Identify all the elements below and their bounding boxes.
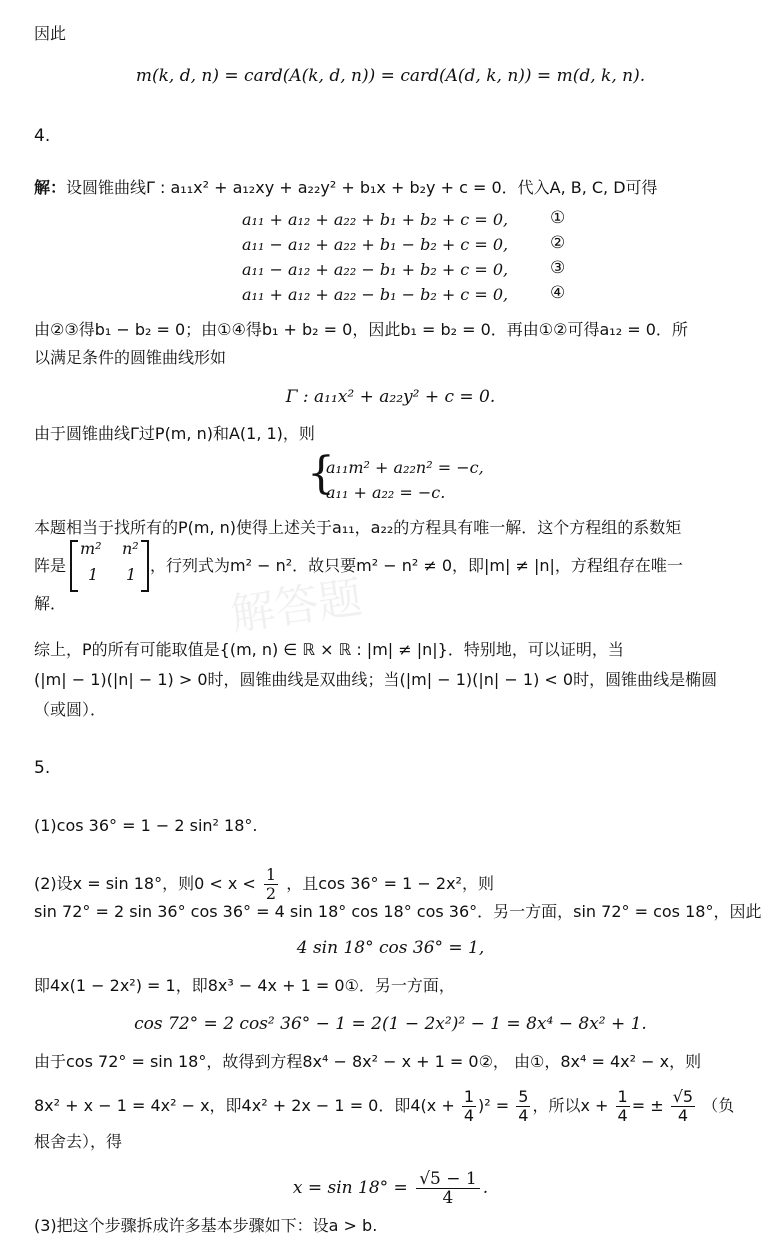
paragraph-3-line-3: 解． bbox=[34, 594, 67, 613]
fraction-denominator: 4 bbox=[677, 1106, 688, 1125]
line-5-part-b: )² = bbox=[478, 1096, 510, 1115]
matrix-cell-12: n² bbox=[122, 539, 139, 558]
final-equation-suffix: . bbox=[482, 1178, 489, 1198]
part-2-line-3: 即4x(1 − 2x²) = 1，即8x³ − 4x + 1 = 0①．另一方面， bbox=[34, 976, 455, 995]
fraction-sqrt5-quarter bbox=[671, 1088, 695, 1125]
equation-1-number: ① bbox=[550, 208, 566, 228]
summary-line-3: （或圆）． bbox=[34, 700, 107, 719]
part-2-line-1-prefix: (2)设x = sin 18°，则0 < x < bbox=[34, 874, 256, 893]
part-2-equation-2: cos 72° = 2 cos² 36° − 1 = 2(1 − 2x²)² − 1 = 8x⁴ − 8x² + 1. bbox=[134, 1014, 647, 1034]
fraction-numerator: 5 bbox=[518, 1087, 529, 1106]
fraction-denominator: 2 bbox=[265, 884, 277, 903]
system-equation-2: a₁₁ + a₂₂ = −c. bbox=[326, 483, 446, 502]
matrix-cell-21: 1 bbox=[88, 565, 99, 584]
equation-4-number: ④ bbox=[550, 283, 566, 303]
equation-2-number: ② bbox=[550, 233, 566, 253]
intro-text: 因此 bbox=[34, 24, 67, 43]
equation-4: a₁₁ + a₁₂ + a₂₂ − b₁ − b₂ + c = 0, bbox=[242, 285, 509, 304]
fraction-numerator: 1 bbox=[617, 1087, 628, 1106]
part-2-line-2: sin 72° = 2 sin 36° cos 36° = 4 sin 18° cos 18° cos 36°．另一方面，sin 72° = cos 18°，因此 bbox=[34, 902, 762, 921]
fraction-numerator: 1 bbox=[265, 865, 277, 884]
fraction-quarter-2 bbox=[616, 1088, 630, 1125]
line-5-part-d: = ± bbox=[631, 1096, 664, 1115]
part-1: (1)cos 36° = 1 − 2 sin² 18°. bbox=[34, 816, 258, 835]
part-2-line-5 bbox=[34, 1088, 734, 1125]
part-2-equation-1: 4 sin 18° cos 36° = 1, bbox=[296, 938, 485, 958]
fraction-numerator: 1 bbox=[463, 1087, 475, 1106]
equation-3: a₁₁ − a₁₂ + a₂₂ − b₁ + b₂ + c = 0, bbox=[242, 260, 509, 279]
summary-line-2: (|m| − 1)(|n| − 1) > 0时，圆锥曲线是双曲线；当(|m| − 1)(|n| − 1) < 0时，圆锥曲线是椭圆 bbox=[34, 670, 718, 689]
paragraph-1-line-2: 以满足条件的圆锥曲线形如 bbox=[34, 348, 227, 367]
final-equation-prefix: x = sin 18° = bbox=[292, 1178, 408, 1198]
section-4-number: 4. bbox=[34, 126, 51, 146]
system-equation-1: a₁₁m² + a₂₂n² = −c, bbox=[326, 458, 484, 477]
part-3: (3)把这个步骤拆成许多基本步骤如下：设a > b. bbox=[34, 1216, 378, 1235]
part-2-line-1 bbox=[34, 866, 494, 903]
equation-2: a₁₁ − a₁₂ + a₂₂ + b₁ − b₂ + c = 0, bbox=[242, 235, 509, 254]
fraction-numerator: √5 bbox=[672, 1087, 694, 1106]
matrix-cell-22: 1 bbox=[126, 565, 137, 584]
paragraph-1-line-1: 由②③得b₁ − b₂ = 0；由①④得b₁ + b₂ = 0，因此b₁ = b₂ = 0．再由①②可得a₁₂ = 0．所 bbox=[34, 320, 688, 339]
part-2-final-equation bbox=[0, 1170, 781, 1207]
matrix-cell-11: m² bbox=[80, 539, 102, 558]
fraction-denominator: 4 bbox=[442, 1188, 454, 1208]
system-brace: { bbox=[307, 448, 335, 499]
matrix-right-bracket bbox=[141, 540, 149, 592]
line-5-part-a: 8x² + x − 1 = 4x² − x，即4x² + 2x − 1 = 0．即4(x + bbox=[34, 1096, 455, 1115]
solution-label: 解： bbox=[34, 178, 67, 197]
fraction-quarter-1 bbox=[462, 1088, 476, 1125]
solution-line-1 bbox=[34, 176, 658, 200]
paragraph-2: 由于圆锥曲线Γ过P(m, n)和A(1, 1)，则 bbox=[34, 424, 315, 443]
solution-text: 设圆锥曲线Γ : a₁₁x² + a₁₂xy + a₂₂y² + b₁x + b₂y + c = 0．代入A, B, C, D可得 bbox=[66, 178, 658, 197]
line-5-part-e: （负 bbox=[702, 1096, 735, 1115]
gamma-equation: Γ : a₁₁x² + a₂₂y² + c = 0. bbox=[285, 387, 496, 407]
fraction-five-quarters bbox=[516, 1088, 530, 1125]
fraction-one-half bbox=[264, 866, 278, 903]
watermark: 解答题 bbox=[227, 572, 366, 641]
matrix-left-bracket bbox=[70, 540, 78, 592]
section-5-number: 5. bbox=[34, 758, 51, 778]
equation-1: a₁₁ + a₁₂ + a₂₂ + b₁ + b₂ + c = 0, bbox=[242, 210, 509, 229]
part-2-line-6: 根舍去），得 bbox=[34, 1132, 123, 1151]
equation-card: m(k, d, n) = card(A(k, d, n)) = card(A(d, k, n)) = m(d, k, n). bbox=[135, 66, 646, 86]
fraction-denominator: 4 bbox=[463, 1106, 475, 1125]
fraction-numerator: √5 − 1 bbox=[416, 1170, 480, 1189]
line-5-part-c: ，所以x + bbox=[532, 1096, 609, 1115]
part-2-line-4: 由于cos 72° = sin 18°，故得到方程8x⁴ − 8x² − x + 1 = 0②， 由①，8x⁴ = 4x² − x，则 bbox=[34, 1052, 702, 1071]
fraction-denominator: 4 bbox=[518, 1106, 529, 1125]
paragraph-3-line-1: 本题相当于找所有的P(m, n)使得上述关于a₁₁，a₂₂的方程具有唯一解．这个方程组的系数矩 bbox=[34, 518, 682, 537]
summary-line-1: 综上，P的所有可能取值是{(m, n) ∈ ℝ × ℝ : |m| ≠ |n|}．特别地，可以证明，当 bbox=[34, 640, 624, 659]
paragraph-3-line-2-suffix: ，行列式为m² − n²．故只要m² − n² ≠ 0，即|m| ≠ |n|，方程组存在唯一 bbox=[150, 556, 683, 575]
paragraph-3-line-2-prefix: 阵是 bbox=[34, 556, 67, 575]
equation-3-number: ③ bbox=[550, 258, 566, 278]
fraction-final bbox=[416, 1170, 480, 1207]
fraction-denominator: 4 bbox=[617, 1106, 628, 1125]
part-2-line-1-suffix: ，且cos 36° = 1 − 2x²，则 bbox=[286, 874, 494, 893]
